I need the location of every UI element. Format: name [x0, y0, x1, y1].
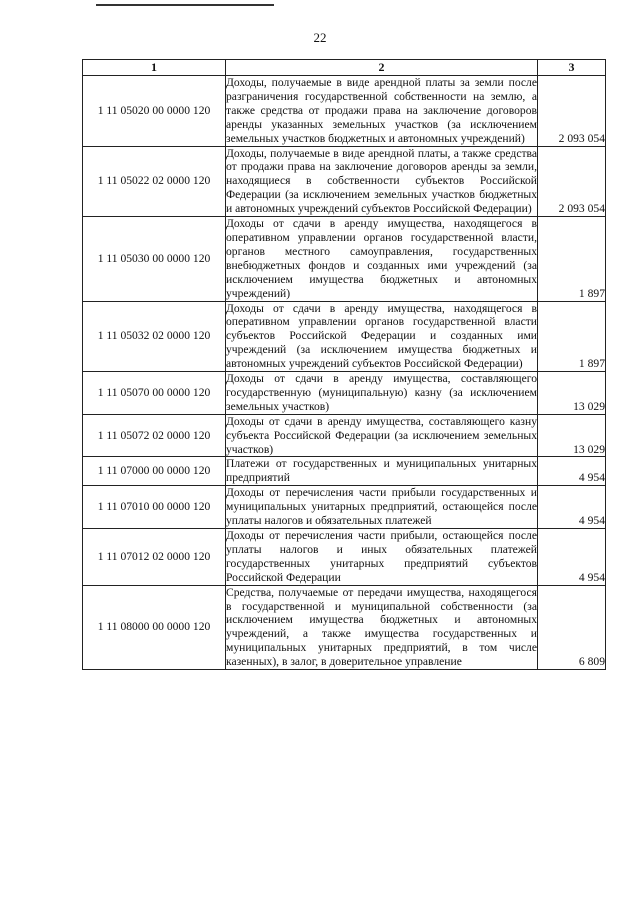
row-code: 1 11 05072 02 0000 120: [83, 414, 226, 457]
row-description: Доходы, получаемые в виде арендной платы за земли после разграничения государственной собственности на землю, а также средства от продажи права на заключение договоров аренды указанных земельных участков (за исключением земельных участков бюджетных и автономных учреждений): [226, 76, 537, 145]
row-code: 1 11 07012 02 0000 120: [83, 529, 226, 586]
column-header-code: 1: [83, 60, 226, 76]
row-amount: 1 897: [538, 301, 606, 372]
row-description: Средства, получаемые от передачи имущества, находящегося в государственной и муниципальной собственности (за исключением имущества бюджетных и автономных учреждений, а также имущества государственных и муниципальных унитарных предприятий, в том числе казенных), в залог, в доверительное управление: [226, 585, 537, 669]
page-number: 22: [313, 30, 327, 45]
row-description: Доходы от сдачи в аренду имущества, находящегося в оперативном управлении органов государственной власти, органов местного самоуправления, государственных внебюджетных фондов и созданных ими учреждений (за исключением имущества бюджетных и автономных учреждений): [226, 217, 537, 300]
table-row: [83, 486, 606, 529]
table-row: [83, 585, 606, 669]
row-description: Доходы от сдачи в аренду имущества, находящегося в оперативном управлении органов государственной власти субъектов Российской Федерации и созданных ими учреждений (за исключением имущества бюджетных и автономных учреждений субъектов Российской Федерации): [226, 301, 537, 371]
row-code: 1 11 08000 00 0000 120: [83, 585, 226, 669]
column-header-description: 2: [226, 60, 538, 76]
table-row: [83, 301, 606, 372]
revenue-table: [82, 59, 606, 670]
row-amount: 13 029: [538, 414, 606, 457]
row-amount: 4 954: [538, 486, 606, 529]
header-rule: [96, 4, 274, 6]
row-description: Доходы от сдачи в аренду имущества, составляющего государственную (муниципальную) казну (за исключением земельных участков): [226, 372, 537, 413]
row-code: 1 11 05030 00 0000 120: [83, 217, 226, 301]
row-code: 1 11 05032 02 0000 120: [83, 301, 226, 372]
table-row: [83, 76, 606, 147]
table-row: [83, 414, 606, 457]
row-code: 1 11 07000 00 0000 120: [83, 457, 226, 486]
row-amount: 2 093 054: [538, 146, 606, 217]
row-amount: 1 897: [538, 217, 606, 301]
table-header-row: [83, 60, 606, 76]
row-description: Доходы от перечисления части прибыли, остающейся после уплаты налогов и иных обязательных платежей государственных унитарных предприятий субъектов Российской Федерации: [226, 529, 537, 584]
row-amount: 4 954: [538, 529, 606, 586]
column-header-amount: 3: [538, 60, 606, 76]
row-amount: 4 954: [538, 457, 606, 486]
row-description: Платежи от государственных и муниципальных унитарных предприятий: [226, 457, 537, 485]
row-code: 1 11 05022 02 0000 120: [83, 146, 226, 217]
row-description: Доходы от сдачи в аренду имущества, составляющего казну субъекта Российской Федерации (за исключением земельных участков): [226, 414, 537, 456]
row-code: 1 11 05020 00 0000 120: [83, 76, 226, 147]
row-code: 1 11 05070 00 0000 120: [83, 372, 226, 415]
row-amount: 13 029: [538, 372, 606, 415]
row-description: Доходы, получаемые в виде арендной платы, а также средства от продажи права на заключение договоров аренды за земли, находящиеся в собственности субъектов Российской Федерации (за исключением земельных участков бюджетных и автономных учреждений субъектов Российской Федерации): [226, 146, 537, 216]
row-code: 1 11 07010 00 0000 120: [83, 486, 226, 529]
table-row: [83, 457, 606, 486]
table-row: [83, 529, 606, 586]
row-amount: 6 809: [538, 585, 606, 669]
row-description: Доходы от перечисления части прибыли государственных и муниципальных унитарных предприятий, остающейся после уплаты налогов и обязательных платежей: [226, 486, 537, 528]
table-row: [83, 372, 606, 415]
row-amount: 2 093 054: [538, 76, 606, 147]
table-row: [83, 146, 606, 217]
table-row: [83, 217, 606, 301]
